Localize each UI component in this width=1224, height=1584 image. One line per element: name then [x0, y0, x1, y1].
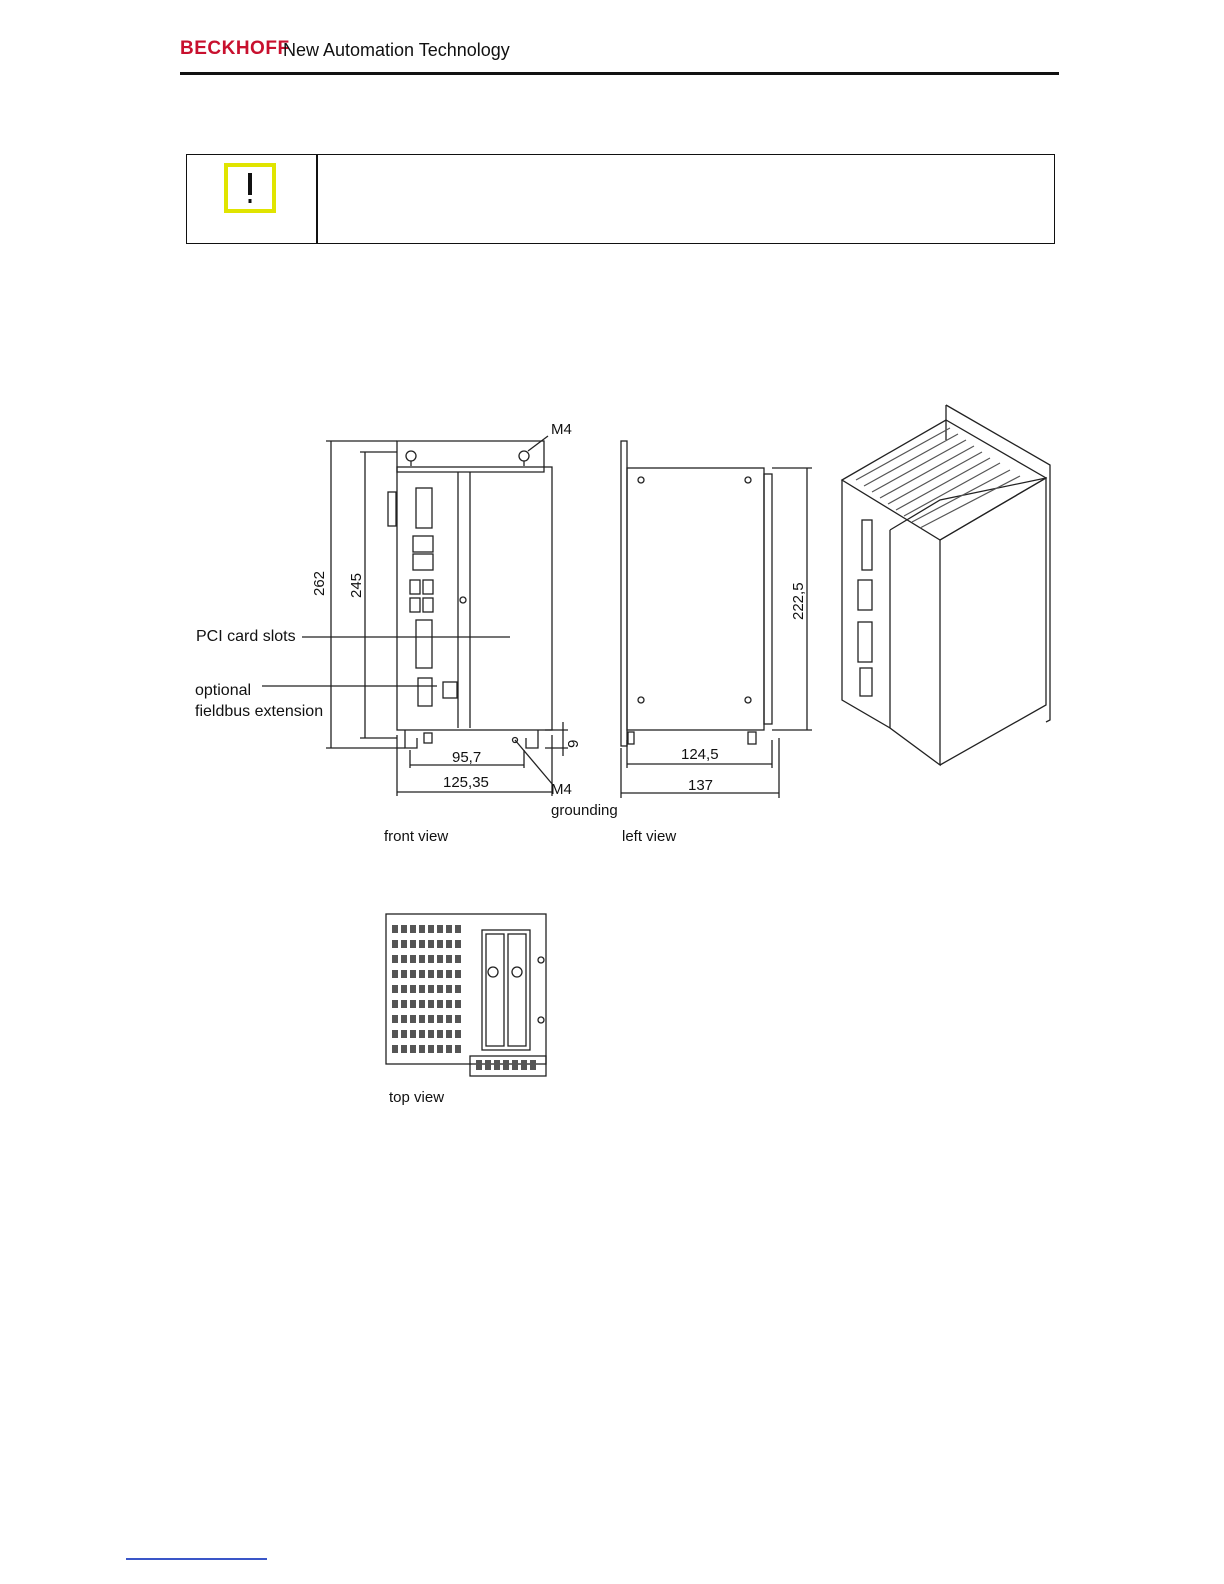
dim-height-inner: 245 [348, 572, 365, 598]
dim-height-left: 222,5 [790, 582, 807, 620]
dim-width-inner-left: 124,5 [681, 746, 719, 763]
dim-width-total-left: 137 [688, 777, 714, 794]
caption-front-view: front view [384, 828, 449, 845]
label-optional: optional [195, 682, 252, 699]
label-m4-top: M4 [551, 421, 572, 438]
label-pci-card-slots: PCI card slots [196, 628, 296, 645]
caption-top-view: top view [389, 1089, 445, 1106]
label-fieldbus-extension: fieldbus extension [195, 703, 324, 720]
label-grounding: grounding [551, 802, 618, 819]
dim-foot-height: 9 [565, 739, 582, 748]
brand-tagline: New Automation Technology [283, 40, 510, 60]
footer-link-underline[interactable] [126, 1558, 267, 1560]
caption-left-view: left view [622, 828, 677, 845]
brand-logo: BECKHOFF [180, 38, 290, 59]
dim-height-total: 262 [311, 570, 328, 596]
dim-width-inner-front: 95,7 [452, 749, 482, 766]
label-m4-bottom: M4 [551, 781, 572, 798]
dim-width-total-front: 125,35 [443, 774, 489, 791]
